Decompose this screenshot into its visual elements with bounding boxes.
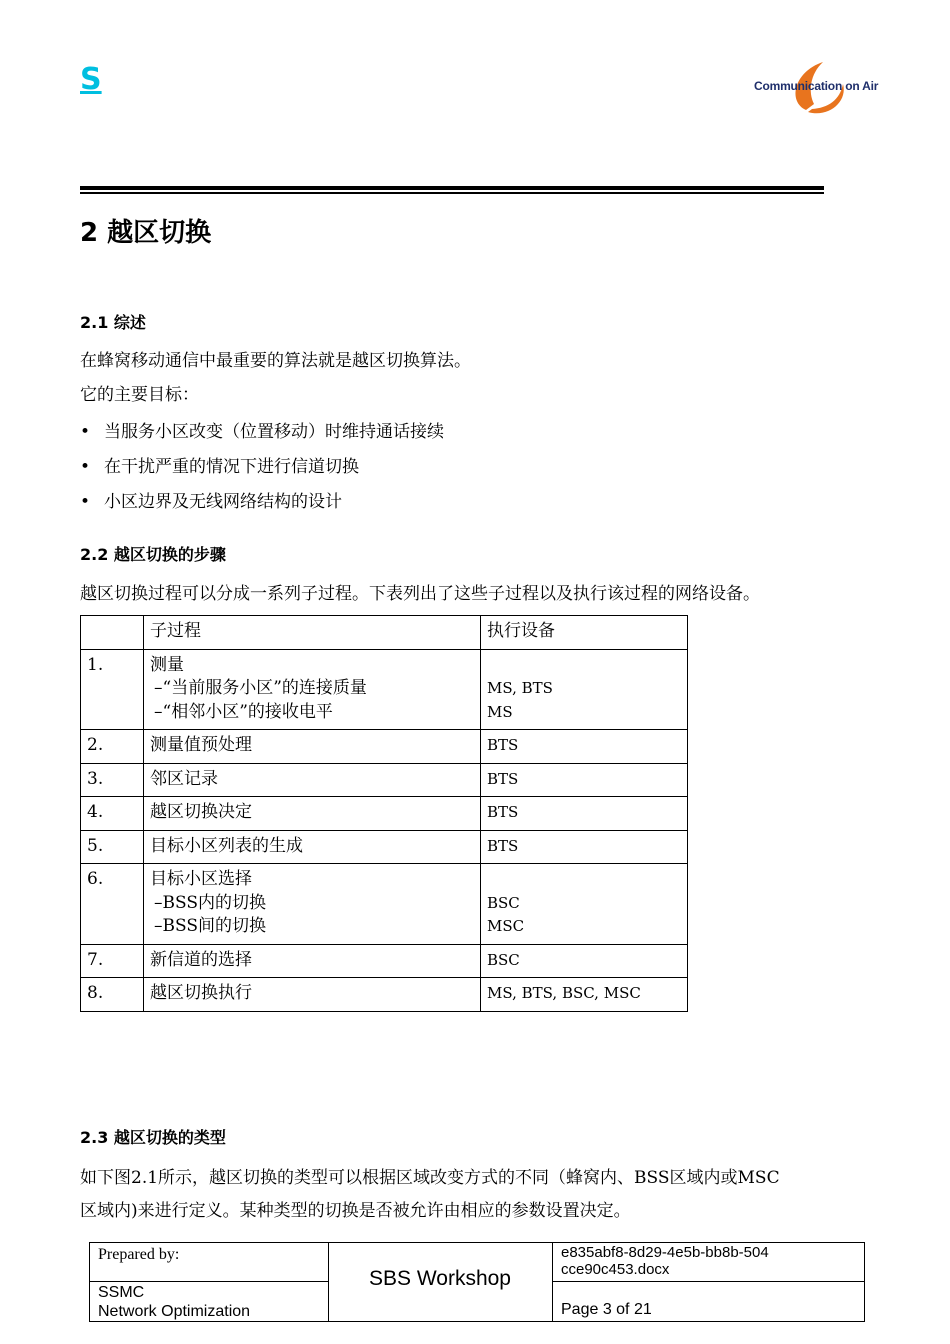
row-number: 3. [81,763,144,797]
row-number: 6. [81,864,144,945]
bullet-text: 在干扰严重的情况下进行信道切换 [104,457,359,477]
footer-right-cell [552,1243,864,1321]
header-rule-thin [80,192,824,194]
header-mark: S [80,62,102,97]
row-number: 4. [81,797,144,831]
chapter-title: 2 越区切换 [80,218,212,248]
footer-org [98,1283,250,1321]
footer-title: SBS Workshop [368,1267,511,1290]
row-devices: MS, BTS, BSC, MSC [481,978,688,1012]
sub-step: –“当前服务小区”的连接质量 [154,678,367,698]
device [487,654,681,678]
row-number: 8. [81,978,144,1012]
step-label: 测量 [150,654,184,675]
paragraph: 越区切换过程可以分成一系列子过程。下表列出了这些子过程以及执行该过程的网络设备。 [80,584,760,604]
company-logo [748,52,879,122]
table-row [81,978,688,1012]
table-row [81,864,688,945]
row-devices: BTS [481,763,688,797]
table-row [81,797,688,831]
section-heading-2-2: 2.2 越区切换的步骤 [80,545,226,564]
table-row [81,944,688,978]
page-footer [89,1242,865,1322]
section-heading-2-3: 2.3 越区切换的类型 [80,1128,226,1147]
row-devices [481,649,688,730]
row-devices: BTS [481,797,688,831]
device: MS, BTS [487,679,553,697]
paragraph: 在蜂窝移动通信中最重要的算法就是越区切换算法。 [80,351,471,371]
row-devices: BTS [481,830,688,864]
page-number: Page 3 of 21 [561,1301,652,1318]
bullet-icon: • [80,492,91,512]
row-step: 邻区记录 [144,763,481,797]
logo-text: Communication on Air [754,79,879,93]
row-step: 越区切换执行 [144,978,481,1012]
bullet-item [80,452,359,477]
footer-divider [90,1281,328,1282]
bullet-icon: • [80,457,91,477]
sub-step: –“相邻小区”的接收电平 [154,701,333,722]
table-header-row [81,616,688,650]
row-number: 7. [81,944,144,978]
handover-steps-table [80,615,688,1012]
footer-middle-cell [328,1243,553,1321]
footer-left-cell [90,1243,329,1321]
table-header-cell: 子过程 [144,616,481,650]
table-row [81,830,688,864]
sub-step: –BSS内的切换 [154,892,266,913]
row-step: 测量值预处理 [144,730,481,764]
row-step [144,864,481,945]
row-devices [481,864,688,945]
prepared-by-label: Prepared by: [98,1246,180,1263]
row-step: 越区切换决定 [144,797,481,831]
bullet-icon: • [80,422,91,442]
bullet-item [80,417,444,442]
org-name: SSMC [98,1284,145,1301]
row-number: 5. [81,830,144,864]
row-number: 2. [81,730,144,764]
sub-step: –BSS间的切换 [154,916,266,936]
table-row [81,649,688,730]
bullet-item [80,487,342,512]
table-row [81,730,688,764]
row-devices: BSC [481,944,688,978]
document-filename: e835abf8-8d29-4e5b-bb8b-504cce90c453.docx [561,1244,769,1278]
footer-divider [552,1281,864,1282]
row-number: 1. [81,649,144,730]
row-step: 新信道的选择 [144,944,481,978]
paragraph: 它的主要目标： [80,385,199,405]
bullet-text: 当服务小区改变（位置移动）时维持通话接续 [104,422,444,442]
table-header-cell: 执行设备 [481,616,688,650]
row-step: 目标小区列表的生成 [144,830,481,864]
row-step [144,649,481,730]
paragraph: 如下图2.1所示，越区切换的类型可以根据区域改变方式的不同（蜂窝内、BSS区域内或MSC [80,1168,780,1188]
table-row [81,763,688,797]
org-department: Network Optimization [98,1303,251,1320]
step-label: 目标小区选择 [150,869,252,889]
device: BSC [487,893,520,912]
bullet-text: 小区边界及无线网络结构的设计 [104,492,342,512]
device: MS [487,702,513,721]
paragraph: 区域内)来进行定义。某种类型的切换是否被允许由相应的参数设置决定。 [80,1201,631,1221]
header-rule-thick [80,186,824,190]
table-header-cell [81,616,144,650]
row-devices: BTS [481,730,688,764]
device [487,868,681,892]
section-heading-2-1: 2.1 综述 [80,313,146,332]
device: MSC [487,917,525,935]
